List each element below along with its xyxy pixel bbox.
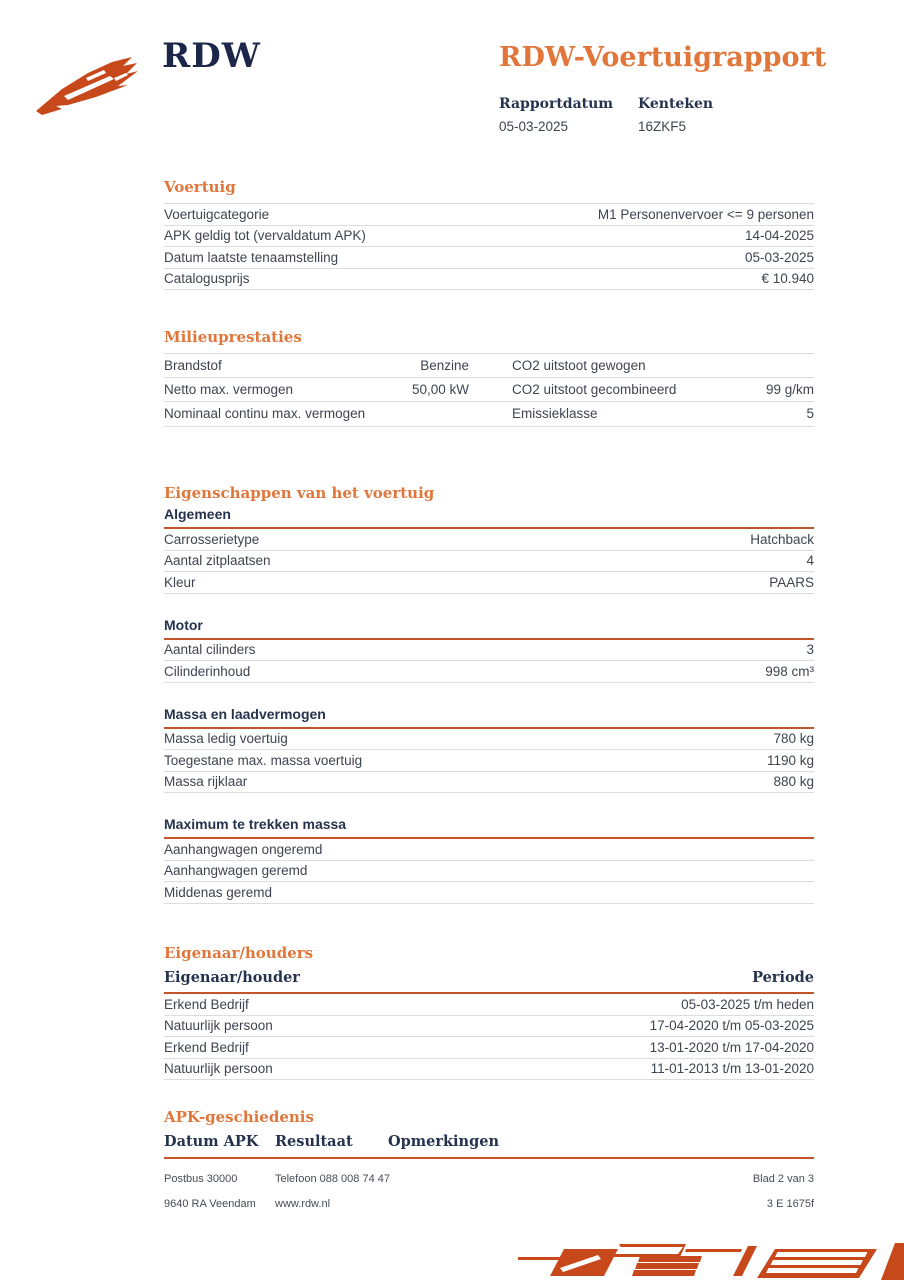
table-row [164,772,814,794]
owner-value: Erkend Bedrijf [164,1039,249,1055]
subsection-title: Massa en laadvermogen [164,706,814,729]
table-row [164,551,814,573]
section-milieuprestaties [164,328,814,427]
section-eigenschappen [164,484,814,904]
footer-address-line1: Postbus 30000 [164,1172,238,1185]
table-row [164,354,814,378]
table-row [164,247,814,269]
row-value: Benzine [420,358,469,374]
row-value: 3 [806,642,814,658]
table-row [164,402,814,426]
column-header-opmerkingen: Opmerkingen [388,1133,499,1150]
row-value: Hatchback [750,531,814,547]
row-label: Aanhangwagen geremd [164,863,308,879]
subsection-title: Motor [164,617,814,640]
table-row [164,861,814,883]
section-title: Voertuig [164,178,236,196]
row-value: PAARS [769,574,814,590]
row-label: Datum laatste tenaamstelling [164,249,339,265]
table-row [164,1016,814,1038]
report-date-label: Rapportdatum [499,96,614,112]
table-row [164,882,814,904]
table-row [164,269,814,291]
subsection-massa [164,706,814,794]
period-value: 05-03-2025 t/m heden [681,996,814,1012]
table-row [164,729,814,751]
row-label: Carrosserietype [164,531,260,547]
row-label: Aanhangwagen ongeremd [164,841,323,857]
section-title: APK-geschiedenis [164,1108,314,1126]
table-row [164,1059,814,1081]
section-apk-geschiedenis [164,1108,814,1159]
subsection-motor [164,617,814,683]
rdw-speed-stripes-icon [504,1231,904,1280]
page-footer [164,1166,814,1216]
rdw-wordmark: RDW [162,36,261,76]
section-title: Eigenaar/houders [164,944,314,962]
row-label: Toegestane max. massa voertuig [164,752,363,768]
row-value: 50,00 kW [411,382,469,398]
footer-phone: Telefoon 088 008 74 47 [275,1172,390,1185]
footer-website: www.rdw.nl [275,1197,331,1210]
section-title: Eigenschappen van het voertuig [164,484,435,502]
period-value: 13-01-2020 t/m 17-04-2020 [649,1039,814,1055]
column-header-datum-apk: Datum APK [164,1133,259,1150]
row-label: Aantal cilinders [164,642,256,658]
row-value: M1 Personenvervoer <= 9 personen [597,206,814,222]
row-value: 780 kg [773,731,814,747]
section-title: Milieuprestaties [164,328,302,346]
row-label: Netto max. vermogen [164,382,294,398]
row-value: 05-03-2025 [744,249,814,265]
subsection-title: Maximum te trekken massa [164,816,814,839]
owner-table-header [164,964,814,994]
row-label: Nominaal continu max. vermogen [164,406,366,422]
row-label: Massa ledig voertuig [164,731,288,747]
table-row [164,572,814,594]
row-label: Aantal zitplaatsen [164,553,271,569]
subsection-algemeen [164,506,814,594]
footer-address-line2: 9640 RA Veendam [164,1197,256,1210]
page-title: RDW-Voertuigrapport [499,42,827,73]
table-row [164,1037,814,1059]
row-label: Cilinderinhoud [164,663,251,679]
row-label: APK geldig tot (vervaldatum APK) [164,228,366,244]
footer-page-indicator: Blad 2 van 3 [752,1172,814,1185]
owner-value: Natuurlijk persoon [164,1061,273,1077]
row-value: 1190 kg [766,752,814,768]
table-row [164,640,814,662]
table-row [164,750,814,772]
row-value: 880 kg [773,774,814,790]
row-value: 4 [806,553,814,569]
row-value: 5 [806,406,814,422]
column-header-period: Periode [752,969,814,986]
footer-doc-code: 3 E 1675f [766,1197,814,1210]
table-row [164,994,814,1016]
row-label: Middenas geremd [164,884,273,900]
apk-table-header [164,1128,814,1159]
row-label: Brandstof [164,358,222,374]
table-row [164,529,814,551]
row-value: 998 cm³ [765,663,814,679]
row-label: Voertuigcategorie [164,206,270,222]
table-row [164,204,814,226]
report-date-value: 05-03-2025 [499,119,569,134]
license-plate-label: Kenteken [638,96,714,112]
table-row [164,226,814,248]
row-value: 14-04-2025 [744,228,814,244]
row-label: Emissieklasse [512,406,598,422]
owner-value: Erkend Bedrijf [164,996,249,1012]
subsection-trekken-massa [164,816,814,904]
license-plate-value: 16ZKF5 [638,119,687,134]
section-eigenaar-houders [164,944,814,1080]
period-value: 11-01-2013 t/m 13-01-2020 [650,1061,814,1077]
row-label: Kleur [164,574,196,590]
table-row [164,378,814,402]
row-value: € 10.940 [761,271,814,287]
column-header-resultaat: Resultaat [275,1133,353,1150]
column-header-owner: Eigenaar/houder [164,969,300,986]
owner-value: Natuurlijk persoon [164,1018,273,1034]
row-label: CO2 uitstoot gecombineerd [512,382,677,398]
subsection-title: Algemeen [164,506,814,529]
period-value: 17-04-2020 t/m 05-03-2025 [649,1018,814,1034]
row-label: CO2 uitstoot gewogen [512,358,646,374]
row-value: 99 g/km [765,382,814,398]
row-label: Massa rijklaar [164,774,248,790]
rdw-feather-logo-icon [34,54,152,118]
section-voertuig [164,178,814,290]
table-row [164,839,814,861]
table-row [164,661,814,683]
row-label: Catalogusprijs [164,271,250,287]
